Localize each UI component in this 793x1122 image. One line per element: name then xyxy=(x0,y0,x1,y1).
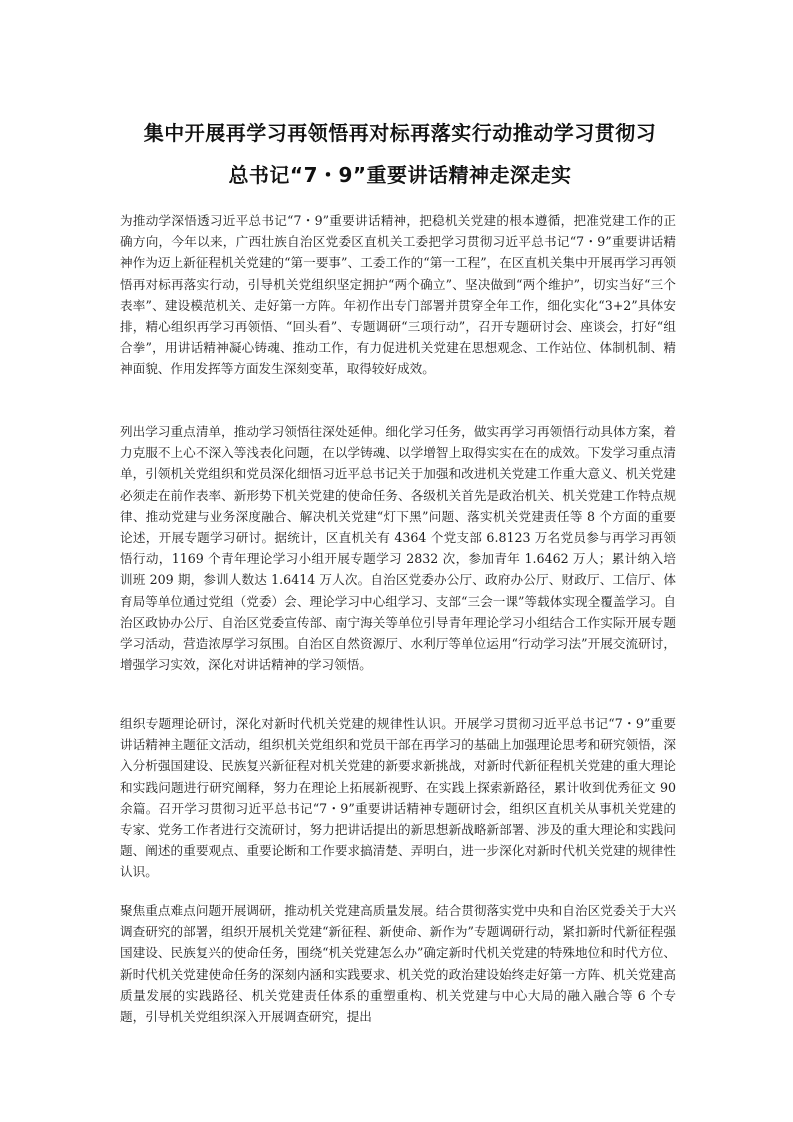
paragraph-research: 聚焦重点难点问题开展调研，推动机关党建高质量发展。结合贯彻落实党中央和自治区党委关于大兴调查研究的部署，组织开展机关党建“新征程、新使命、新作为”专题调研行动，紧扣新时代新征程强国建设、民族复兴的使命任务，围绕“机关党建怎么办”确定新时代机关党建的特殊地位和时代方位、新时代机关党建使命任务的深刻内涵和实践要求、机关党的政治建设始终走好第一方阵、机关党建高质量发展的实践路径、机关党建责任体系的重塑重构、机关党建与中心大局的融入融合等 6 个专题，引导机关党组织深入开展调查研究，提出 xyxy=(120,903,676,1025)
paragraph-study-list: 列出学习重点清单，推动学习领悟往深处延伸。细化学习任务，做实再学习再领悟行动具体方案，着力克服不上心不深入等浅表化问题，在以学铸魂、以学增智上取得实实在在的成效。下发学习重点清单，引领机关党组织和党员深化细悟习近平总书记关于加强和改进机关党建工作重大意义、机关党建必须走在前作表率、新形势下机关党建的使命任务、各级机关首先是政治机关、机关党建工作特点规律、推动党建与业务深度融合、解决机关党建“灯下黑”问题、落实机关党建责任等 8 个方面的重要论述，开展专题学习研讨。据统计，区直机关有 4364 个党支部 6.8123 万名党员参与再学习再领悟行动，1169 个青年理论学习小组开展专题学习 2832 次，参加青年 1.6462 万人；累计纳入培训班 209 期，参训人数达 1.6414 万人次。自治区党委办公厅、政府办公厅、财政厅、工信厅、体育局等单位通过党组（党委）会、理论学习中心组学习、支部“三会一课”等载体实现全覆盖学习。自治区政协办公厅、自治区党委宣传部、南宁海关等单位引导青年理论学习小组结合工作实际开展专题学习活动，营造浓厚学习氛围。自治区自然资源厅、水利厅等单位运用“行动学习法”开展交流研讨，增强学习实效，深化对讲话精神的学习领悟。 xyxy=(120,424,676,673)
document-title-line-2: 总书记“7・9”重要讲话精神走深走实 xyxy=(228,163,572,187)
document-title-line-1: 集中开展再学习再领悟再对标再落实行动推动学习贯彻习 xyxy=(143,121,657,145)
paragraph-theory-seminar: 组织专题理论研讨，深化对新时代机关党建的规律性认识。开展学习贯彻习近平总书记“7・9”重要讲话精神主题征文活动，组织机关党组织和党员干部在再学习的基础上加强理论思考和研究领悟，深入分析强国建设、民族复兴新征程对机关党建的新要求新挑战，对新时代新征程机关党建的重大理论和实践问题进行研究阐释，努力在理论上拓展新视野、在实践上探索新路径，累计收到优秀征文 90 余篇。召开学习贯彻习近平总书记“7・9”重要讲话精神专题研讨会，组织区直机关从事机关党建的专家、党务工作者进行交流研讨，努力把讲话提出的新思想新战略新部署、涉及的重大理论和实践问题、阐述的重要观点、重要论断和工作要求搞清楚、弄明白，进一步深化对新时代机关党建的规律性认识。 xyxy=(120,716,676,880)
paragraph-intro: 为推动学深悟透习近平总书记“7・9”重要讲话精神，把稳机关党建的根本遵循，把准党建工作的正确方向，今年以来，广西壮族自治区党委区直机关工委把学习贯彻习近平总书记“7・9”重要讲话精神作为迈上新征程机关党建的“第一要事”、工委工作的“第一工程”，在区直机关集中开展再学习再领悟再对标再落实行动，引导机关党组织坚定拥护“两个确立”、坚决做到“两个维护”，切实当好“三个表率”、建设模范机关、走好第一方阵。年初作出专门部署并贯穿全年工作，细化实化“3+2”具体安排，精心组织再学习再领悟、“回头看”、专题调研“三项行动”，召开专题研讨会、座谈会，打好“组合拳”，用讲话精神凝心铸魂、推动工作，有力促进机关党建在思想观念、工作站位、体制机制、精神面貌、作用发挥等方面发生深刻变革，取得较好成效。 xyxy=(120,213,676,377)
